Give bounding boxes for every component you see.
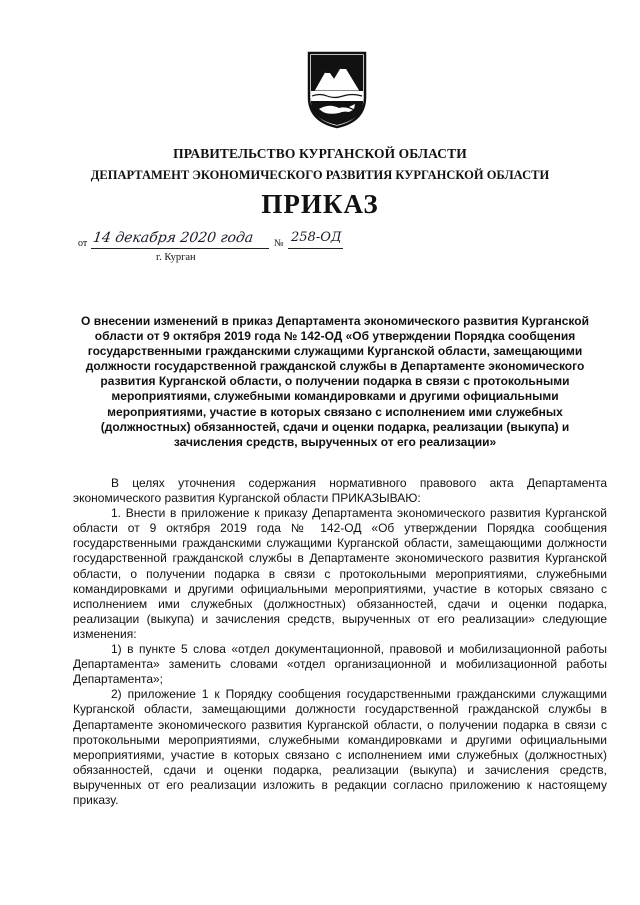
body-paragraph-item-1: 1. Внести в приложение к приказу Департамента экономического развития Курганской области от 9 октября 2019 года № 142-ОД «Об утверждении Порядка сообщения государственными гражданскими служащими Курганской области, замещающими должности государственной гражданской службы в Департаменте экономического развития Курганской области, о получении подарка в связи с протокольными мероприятиями, служебными командировками и другими официальными мероприятиями, участие в которых связано с исполнением ими служебных (должностных) обязанностей, сдачи и оценки подарка, реализации (выкупа) и зачисления средств, вырученных от его реализации» следующие изменения: <box>73 506 607 641</box>
document-type-heading: ПРИКАЗ <box>261 189 379 219</box>
coat-of-arms-emblem <box>305 51 369 129</box>
handwritten-date: 14 декабря 2020 года <box>91 230 255 246</box>
date-underline <box>91 248 269 249</box>
body-paragraph-preamble: В целях уточнения содержания нормативного правового акта Департамента экономического развития Курганской области ПРИКАЗЫВАЮ: <box>73 476 607 506</box>
from-label: от <box>78 238 88 249</box>
government-heading: ПРАВИТЕЛЬСТВО КУРГАНСКОЙ ОБЛАСТИ <box>173 146 467 161</box>
number-underline <box>288 248 343 249</box>
department-heading: ДЕПАРТАМЕНТ ЭКОНОМИЧЕСКОГО РАЗВИТИЯ КУРГАНСКОЙ ОБЛАСТИ <box>90 168 550 182</box>
document-title: О внесении изменений в приказ Департамента экономического развития Курганской области от 9 октября 2019 года № 142-ОД «Об утверждении Порядка сообщения государственными гражданскими служащими Курганской области, замещающими должности государственной гражданской службы в Департаменте экономического развития Курганской области, о получении подарка в связи с протокольными мероприятиями, служебными командировками и другими официальными мероприятиями, участие в которых связано с исполнением ими служебных (должностных) обязанностей, сдачи и оценки подарка, реализации (выкупа) и зачисления средств, вырученных от его реализации» <box>81 314 589 449</box>
date-number-line <box>73 230 373 270</box>
body-paragraph-subitem-2: 2) приложение 1 к Порядку сообщения государственными гражданскими служащими Курганской области, замещающими должности государственной гражданской службы в Департаменте экономического развития Курганской области, о получении подарка в связи с протокольными мероприятиями, служебными командировками и другими официальными мероприятиями, участие в которых связано с исполнением ими служебных (должностных) обязанностей, сдачи и оценки подарка, реализации (выкупа) и зачисления средств, вырученных от его реализации изложить в редакции согласно приложению к настоящему приказу. <box>73 687 607 807</box>
number-label: № <box>274 238 284 249</box>
city-label: г. Курган <box>156 252 196 263</box>
document-body <box>73 476 607 808</box>
handwritten-number: 258-ОД <box>291 230 342 245</box>
body-paragraph-subitem-1: 1) в пункте 5 слова «отдел документационной, правовой и мобилизационной работы Департамента» заменить словами «отдел организационной и мобилизационной работы Департамента»; <box>73 642 607 687</box>
